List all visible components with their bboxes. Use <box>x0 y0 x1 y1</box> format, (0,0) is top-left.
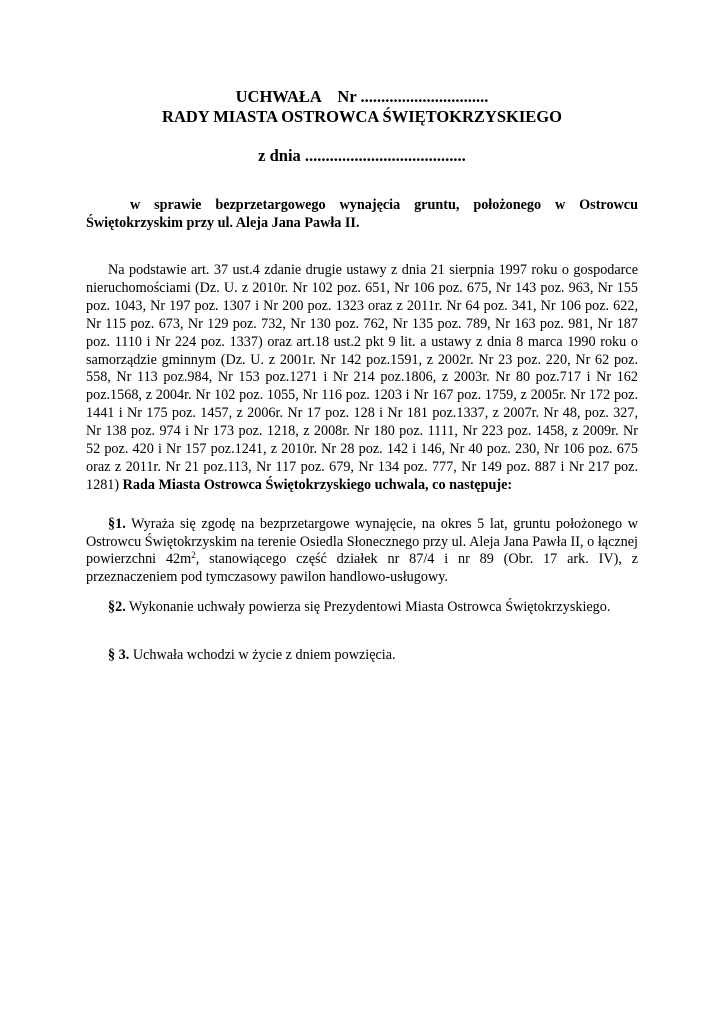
paragraph-1-text-after: , stanowiącego część działek nr 87/4 i nr 89 (Obr. 17 ark. IV), z przeznaczeniem pod tymczasowy pawilon handlowo-usługowy. <box>86 551 638 585</box>
paragraph-1-text-before: Wyraża się zgodę na bezprzetargowe wynajęcie, na okres 5 lat, gruntu położonego w Ostrowcu Świętokrzyskim na terenie Osiedla Słonecznego przy ul. Aleja Jana Pawła II, o łącznej powierzchni 42m <box>86 516 638 568</box>
paragraph-1-mark: §1. <box>108 516 126 532</box>
resolution-subject: w sprawie bezprzetargowego wynajęcia gruntu, położonego w Ostrowcu Świętokrzyskim przy ul. Aleja Jana Pawła II. <box>86 197 638 231</box>
paragraph-3 <box>86 647 638 665</box>
paragraph-1 <box>86 516 638 586</box>
area-superscript: 2 <box>191 550 196 561</box>
legal-basis-paragraph <box>86 262 638 495</box>
paragraph-2-mark: §2. <box>108 599 126 615</box>
legal-basis-text: Na podstawie art. 37 ust.4 zdanie drugie ustawy z dnia 21 sierpnia 1997 roku o gospodarce nieruchomościami (Dz. U. z 2010r. Nr 102 poz. 651, Nr 106 poz. 675, Nr 143 poz. 963, Nr 155 poz. 1043, Nr 197 poz. 1307 i Nr 200 poz. 1323 oraz z 2011r. Nr 64 poz. 341, Nr 106 poz. 622, Nr 115 poz. 673, Nr 129 poz. 732, Nr 130 poz. 762, Nr 135 poz. 789, Nr 163 poz. 981, Nr 187 poz. 1110 i Nr 224 poz. 1337) oraz art.18 ust.2 pkt 9 lit. a ustawy z dnia 8 marca 1990 roku o samorządzie gminnym (Dz. U. z 2001r. Nr 142 poz.1591, z 2002r. Nr 23 poz. 220, Nr 62 poz. 558, Nr 113 poz.984, Nr 153 poz.1271 i Nr 214 poz.1806, z 2003r. Nr 80 poz.717 i Nr 162 poz.1568, z 2004r. Nr 102 poz. 1055, Nr 116 poz. 1203 i Nr 167 poz. 1759, z 2005r. Nr 172 poz. 1441 i Nr 175 poz. 1457, z 2006r. Nr 17 poz. 128 i Nr 181 poz.1337, z 2007r. Nr 48, poz. 327, Nr 138 poz. 974 i Nr 173 poz. 1218, z 2008r. Nr 180 poz. 1111, Nr 223 poz. 1458, z 2009r. Nr 52 poz. 420 i Nr 157 poz.1241, z 2010r. Nr 28 poz. 142 i 146, Nr 40 poz. 230, Nr 106 poz. 675 oraz z 2011r. Nr 21 poz.113, Nr 117 poz. 679, Nr 134 poz. 777, Nr 149 poz. 887 i Nr 217 poz. 1281) <box>86 262 638 493</box>
paragraph-2-text: Wykonanie uchwały powierza się Prezydentowi Miasta Ostrowca Świętokrzyskiego. <box>129 599 611 615</box>
paragraph-3-text: Uchwała wchodzi w życie z dniem powzięcia. <box>132 647 396 663</box>
council-name: RADY MIASTA OSTROWCA ŚWIĘTOKRZYSKIEGO <box>162 107 562 126</box>
paragraph-3-mark: § 3. <box>108 647 130 663</box>
resolution-formula: Rada Miasta Ostrowca Świętokrzyskiego uchwala, co następuje: <box>122 476 513 493</box>
paragraph-2 <box>86 599 638 617</box>
resolution-number-line: UCHWAŁA Nr ............................... <box>235 87 489 106</box>
resolution-date-line: z dnia ....................................... <box>258 146 466 165</box>
